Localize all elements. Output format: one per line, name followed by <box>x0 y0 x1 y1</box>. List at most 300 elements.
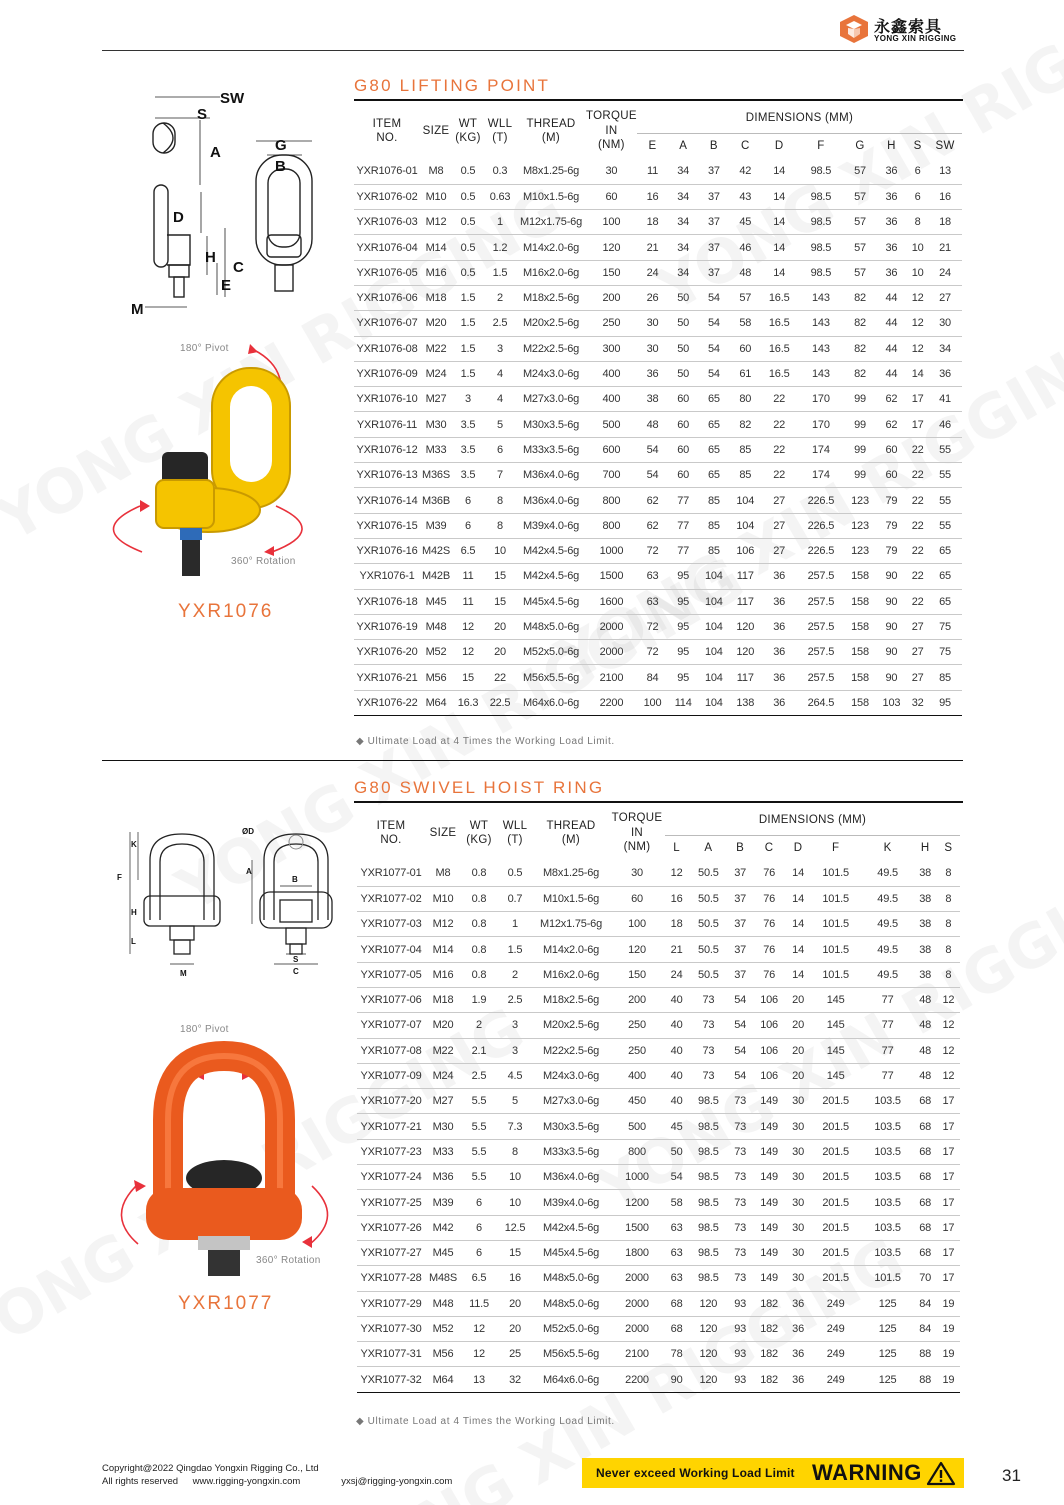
table-cell: 149 <box>752 1266 787 1291</box>
table-row <box>354 513 962 538</box>
table-cell: 1.9 <box>461 987 497 1012</box>
table-cell: 42 <box>730 159 761 184</box>
table-cell: 30 <box>609 861 665 886</box>
table-cell: M12 <box>425 912 461 937</box>
table-cell: M33 <box>420 437 452 462</box>
table-cell: 22 <box>907 513 928 538</box>
table-cell: 85 <box>730 463 761 488</box>
table-cell: 149 <box>752 1240 787 1265</box>
brand-logo <box>838 12 964 46</box>
table-cell: 6 <box>452 513 484 538</box>
table-cell: M22 <box>425 1038 461 1063</box>
table-cell: 104 <box>698 564 729 589</box>
table-cell: 44 <box>876 285 907 310</box>
table-cell: 54 <box>665 1165 688 1190</box>
item-number-cell: YXR1077-08 <box>357 1038 425 1063</box>
table-cell: 95 <box>668 640 698 665</box>
table-cell: 88 <box>914 1367 937 1392</box>
table-cell: 226.5 <box>797 513 844 538</box>
table-cell: 22 <box>907 538 928 563</box>
item-number-cell: YXR1076-15 <box>354 513 420 538</box>
table-cell: 98.5 <box>688 1215 728 1240</box>
table-cell: 6 <box>461 1190 497 1215</box>
table-cell: M52 <box>425 1316 461 1341</box>
table-cell: 40 <box>665 1038 688 1063</box>
table-cell: 0.7 <box>497 886 533 911</box>
table-cell: 73 <box>729 1240 752 1265</box>
table-cell: 20 <box>484 640 516 665</box>
table-cell: 800 <box>586 488 637 513</box>
table-cell: 0.8 <box>461 861 497 886</box>
table-cell: 24 <box>665 962 688 987</box>
table-cell: 104 <box>730 513 761 538</box>
table-cell: 103 <box>876 690 907 715</box>
item-number-cell: YXR1076-14 <box>354 488 420 513</box>
table-cell: 63 <box>637 564 668 589</box>
table-cell: 30 <box>787 1139 810 1164</box>
table-cell: 8 <box>497 1139 533 1164</box>
table-cell: 32 <box>497 1367 533 1392</box>
table-row <box>357 1316 960 1341</box>
rotation-caption: 360° Rotation <box>256 1255 321 1266</box>
table-row <box>357 886 960 911</box>
table-cell: 36 <box>761 665 797 690</box>
table-cell: 44 <box>876 361 907 386</box>
item-number-cell: YXR1077-06 <box>357 987 425 1012</box>
label-e: E <box>221 277 232 294</box>
table-cell: M33x3.5-6g <box>516 437 586 462</box>
table-cell: 63 <box>637 589 668 614</box>
table-cell: 54 <box>698 336 729 361</box>
table-cell: 36 <box>787 1342 810 1367</box>
table-cell: 93 <box>729 1291 752 1316</box>
table-cell: 106 <box>730 538 761 563</box>
table-cell: 57 <box>844 184 875 209</box>
table-cell: 77 <box>862 987 914 1012</box>
table-row <box>354 361 962 386</box>
table-cell: 93 <box>729 1367 752 1392</box>
table-cell: M42x4.5-6g <box>516 538 586 563</box>
table-cell: 257.5 <box>797 589 844 614</box>
table-cell: 73 <box>688 1038 728 1063</box>
table-cell: 3 <box>452 387 484 412</box>
table-cell: 49.5 <box>862 962 914 987</box>
table-cell: 138 <box>730 690 761 715</box>
table-cell: 103.5 <box>862 1114 914 1139</box>
table-cell: 145 <box>810 1063 862 1088</box>
table-cell: 13 <box>461 1367 497 1392</box>
table-cell: M20x2.5-6g <box>533 1013 609 1038</box>
table-cell: M56x5.5-6g <box>533 1342 609 1367</box>
table-cell: 1.5 <box>484 260 516 285</box>
table-cell: 30 <box>787 1266 810 1291</box>
table-row <box>354 210 962 235</box>
table-cell: 103.5 <box>862 1139 914 1164</box>
table-cell: 12 <box>461 1316 497 1341</box>
table-cell: 60 <box>730 336 761 361</box>
label-sw: SW <box>220 90 245 107</box>
table-cell: 62 <box>876 412 907 437</box>
table-cell: 12 <box>937 1038 960 1063</box>
table-cell: 60 <box>586 184 637 209</box>
table-cell: 101.5 <box>810 962 862 987</box>
table-cell: 2 <box>497 962 533 987</box>
table-cell: 76 <box>752 962 787 987</box>
table-cell: M30x3.5-6g <box>516 412 586 437</box>
table-cell: 145 <box>810 1038 862 1063</box>
table-cell: 95 <box>668 564 698 589</box>
table-cell: 14 <box>761 210 797 235</box>
table-cell: M18x2.5-6g <box>516 285 586 310</box>
table-cell: 1800 <box>609 1240 665 1265</box>
table-cell: 46 <box>928 412 962 437</box>
table-cell: 101.5 <box>810 937 862 962</box>
table-cell: 65 <box>698 412 729 437</box>
table-cell: 25 <box>497 1342 533 1367</box>
table-cell: 85 <box>730 437 761 462</box>
table-cell: 37 <box>729 912 752 937</box>
label-b: B <box>292 875 298 884</box>
col-header-item-no: ITEM NO. <box>372 117 402 144</box>
table-cell: 11.5 <box>461 1291 497 1316</box>
table-cell: 73 <box>688 1063 728 1088</box>
table-cell: 73 <box>729 1190 752 1215</box>
table-cell: 8 <box>907 210 928 235</box>
table-cell: 6.5 <box>461 1266 497 1291</box>
table-cell: 68 <box>914 1114 937 1139</box>
table-cell: 106 <box>752 987 787 1012</box>
table-cell: 8 <box>484 513 516 538</box>
table-cell: 22 <box>761 437 797 462</box>
table-cell: 55 <box>928 513 962 538</box>
table-cell: M48 <box>425 1291 461 1316</box>
table-cell: 76 <box>752 861 787 886</box>
table-cell: 22 <box>761 412 797 437</box>
table-cell: 84 <box>637 665 668 690</box>
col-header-dimensions: DIMENSIONS (MM) <box>665 805 960 835</box>
col-header-size: SIZE <box>429 826 457 839</box>
col-header-thread: THREAD (M) <box>546 819 596 846</box>
label-k: K <box>131 840 137 849</box>
table-row <box>357 1342 960 1367</box>
table-cell: 5 <box>497 1089 533 1114</box>
table-cell: 60 <box>668 437 698 462</box>
email-link[interactable]: yxsj@rigging-yongxin.com <box>341 1476 453 1487</box>
warning-text: Never exceed Working Load Limit <box>596 1466 795 1480</box>
table-cell: 100 <box>637 690 668 715</box>
table-cell: 85 <box>698 538 729 563</box>
table-cell: 4.5 <box>497 1063 533 1088</box>
table-row <box>357 1291 960 1316</box>
swivel-hoist-ring-spec-table <box>357 805 960 1393</box>
table-cell: 76 <box>752 912 787 937</box>
item-number-cell: YXR1077-05 <box>357 962 425 987</box>
table-cell: 93 <box>729 1342 752 1367</box>
table-cell: 100 <box>586 210 637 235</box>
table-cell: 149 <box>752 1190 787 1215</box>
table-cell: 54 <box>729 987 752 1012</box>
table-cell: 45 <box>665 1114 688 1139</box>
item-number-cell: YXR1076-04 <box>354 235 420 260</box>
table-cell: 30 <box>787 1165 810 1190</box>
table-cell: 15 <box>497 1240 533 1265</box>
table-cell: 149 <box>752 1089 787 1114</box>
table-row <box>357 1089 960 1114</box>
table-cell: 14 <box>761 159 797 184</box>
item-number-cell: YXR1077-02 <box>357 886 425 911</box>
item-number-cell: YXR1077-20 <box>357 1089 425 1114</box>
dim-col-header: H <box>887 140 896 153</box>
col-header-wll: WLL (T) <box>502 819 528 846</box>
table-cell: 77 <box>668 488 698 513</box>
table-cell: 20 <box>787 1013 810 1038</box>
table-cell: 1500 <box>609 1215 665 1240</box>
table-cell: 77 <box>668 513 698 538</box>
table-cell: M36x4.0-6g <box>516 463 586 488</box>
table-cell: M42S <box>420 538 452 563</box>
website-link[interactable]: www.rigging-yongxin.com <box>192 1476 301 1487</box>
item-number-cell: YXR1076-10 <box>354 387 420 412</box>
table-cell: 1.5 <box>452 311 484 336</box>
table-cell: 36 <box>637 361 668 386</box>
table-cell: 98.5 <box>688 1266 728 1291</box>
table-cell: 17 <box>907 387 928 412</box>
table-cell: 65 <box>698 437 729 462</box>
table-cell: 40 <box>665 1089 688 1114</box>
table-cell: 16 <box>637 184 668 209</box>
table-row <box>357 962 960 987</box>
table-cell: 257.5 <box>797 614 844 639</box>
dim-col-header: F <box>831 842 840 855</box>
table-cell: M18x2.5-6g <box>533 987 609 1012</box>
table-cell: 12 <box>665 861 688 886</box>
table-cell: 98.5 <box>797 260 844 285</box>
table-cell: 4 <box>484 387 516 412</box>
table-cell: M27 <box>420 387 452 412</box>
dim-col-header: B <box>736 842 745 855</box>
table-cell: M39 <box>425 1190 461 1215</box>
item-number-cell: YXR1077-29 <box>357 1291 425 1316</box>
table-cell: 58 <box>730 311 761 336</box>
table-cell: 73 <box>729 1114 752 1139</box>
label-b: B <box>275 158 286 175</box>
table-cell: 41 <box>928 387 962 412</box>
table-cell: 40 <box>665 1013 688 1038</box>
table-cell: 7.3 <box>497 1114 533 1139</box>
item-number-cell: YXR1077-03 <box>357 912 425 937</box>
table-cell: 0.63 <box>484 184 516 209</box>
table-cell: 36 <box>876 210 907 235</box>
label-s: S <box>293 955 299 964</box>
table-cell: 26 <box>637 285 668 310</box>
table-cell: 104 <box>698 665 729 690</box>
table-cell: M48S <box>425 1266 461 1291</box>
table-cell: 54 <box>698 361 729 386</box>
table-cell: 143 <box>797 285 844 310</box>
table-cell: 249 <box>810 1291 862 1316</box>
table-cell: 36 <box>876 159 907 184</box>
table-cell: 16 <box>497 1266 533 1291</box>
table-row <box>357 937 960 962</box>
table-cell: 98.5 <box>688 1240 728 1265</box>
table-cell: 60 <box>668 463 698 488</box>
table-cell: 450 <box>609 1089 665 1114</box>
table-cell: 120 <box>730 614 761 639</box>
table-cell: 95 <box>668 589 698 614</box>
item-number-cell: YXR1076-06 <box>354 285 420 310</box>
table-cell: M36x4.0-6g <box>533 1165 609 1190</box>
table-cell: 2.5 <box>461 1063 497 1088</box>
table-cell: 174 <box>797 437 844 462</box>
table-row <box>354 538 962 563</box>
label-h: H <box>131 908 137 917</box>
table-cell: 143 <box>797 361 844 386</box>
table-cell: 1000 <box>586 538 637 563</box>
copyright-text: Copyright@2022 Qingdao Yongxin Rigging Co., Ltd <box>102 1463 319 1474</box>
table-cell: M27x3.0-6g <box>533 1089 609 1114</box>
table-row <box>354 437 962 462</box>
table-cell: 50 <box>665 1139 688 1164</box>
swivel-hoist-ring-product-image <box>112 1020 342 1280</box>
section-rule <box>354 99 963 101</box>
table-cell: 30 <box>787 1190 810 1215</box>
table-row <box>357 861 960 886</box>
table-cell: 145 <box>810 987 862 1012</box>
table-cell: 1000 <box>609 1165 665 1190</box>
table-cell: 12 <box>461 1342 497 1367</box>
table-cell: 170 <box>797 387 844 412</box>
table-cell: 22 <box>907 589 928 614</box>
table-row <box>354 235 962 260</box>
item-number-cell: YXR1076-08 <box>354 336 420 361</box>
table-cell: 149 <box>752 1215 787 1240</box>
table-cell: 143 <box>797 336 844 361</box>
table-cell: 0.5 <box>452 159 484 184</box>
table-cell: 8 <box>937 861 960 886</box>
table-cell: 300 <box>586 336 637 361</box>
table-cell: M18 <box>425 987 461 1012</box>
table-cell: M52x5.0-6g <box>533 1316 609 1341</box>
dim-col-header: L <box>673 842 680 855</box>
table-cell: 101.5 <box>810 886 862 911</box>
page-number: 31 <box>1002 1466 1021 1485</box>
table-cell: 75 <box>928 614 962 639</box>
dim-col-header: C <box>764 842 774 855</box>
table-cell: 44 <box>876 336 907 361</box>
table-cell: 500 <box>609 1114 665 1139</box>
table-cell: 30 <box>637 336 668 361</box>
table-cell: 2100 <box>609 1342 665 1367</box>
table-cell: 22 <box>907 564 928 589</box>
load-note-text: Ultimate Load at 4 Times the Working Load Limit. <box>367 736 615 747</box>
item-number-cell: YXR1076-11 <box>354 412 420 437</box>
table-cell: 174 <box>797 463 844 488</box>
table-cell: 98.5 <box>797 210 844 235</box>
table-cell: M12x1.75-6g <box>516 210 586 235</box>
item-number-cell: YXR1076-07 <box>354 311 420 336</box>
table-cell: 125 <box>862 1291 914 1316</box>
table-cell: 16 <box>665 886 688 911</box>
table-cell: 48 <box>914 1013 937 1038</box>
table-cell: 12 <box>907 336 928 361</box>
pivot-caption: 180° Pivot <box>180 1024 229 1035</box>
table-cell: M10 <box>425 886 461 911</box>
table-cell: M16x2.0-6g <box>533 962 609 987</box>
table-cell: 0.3 <box>484 159 516 184</box>
table-cell: 800 <box>586 513 637 538</box>
table-cell: M56 <box>420 665 452 690</box>
table-cell: 76 <box>752 937 787 962</box>
table-cell: M30x3.5-6g <box>533 1114 609 1139</box>
table-cell: 101.5 <box>810 912 862 937</box>
dim-col-header: C <box>740 140 750 153</box>
table-cell: M39x4.0-6g <box>516 513 586 538</box>
table-cell: 19 <box>937 1342 960 1367</box>
table-cell: M30 <box>420 412 452 437</box>
table-cell: M45x4.5-6g <box>516 589 586 614</box>
table-cell: 10 <box>497 1190 533 1215</box>
table-cell: 55 <box>928 437 962 462</box>
table-cell: M36B <box>420 488 452 513</box>
table-cell: 57 <box>730 285 761 310</box>
table-cell: 1.2 <box>484 235 516 260</box>
table-cell: 201.5 <box>810 1114 862 1139</box>
table-cell: 120 <box>586 235 637 260</box>
table-cell: 62 <box>637 513 668 538</box>
table-cell: 0.5 <box>452 235 484 260</box>
dim-col-header: K <box>883 842 892 855</box>
table-row <box>357 1266 960 1291</box>
table-cell: 90 <box>876 614 907 639</box>
label-g: G <box>275 137 287 154</box>
table-cell: M16 <box>425 962 461 987</box>
table-cell: M42B <box>420 564 452 589</box>
table-row <box>357 1139 960 1164</box>
table-cell: 21 <box>928 235 962 260</box>
table-cell: 50.5 <box>688 962 728 987</box>
table-cell: 10 <box>484 538 516 563</box>
table-cell: 14 <box>787 912 810 937</box>
table-cell: 123 <box>844 538 875 563</box>
warning-word: WARNING <box>812 1460 922 1485</box>
table-cell: 16.5 <box>761 285 797 310</box>
table-cell: M10x1.5-6g <box>533 886 609 911</box>
table-cell: 201.5 <box>810 1089 862 1114</box>
item-number-cell: YXR1077-23 <box>357 1139 425 1164</box>
table-cell: 54 <box>698 285 729 310</box>
table-cell: 14 <box>787 962 810 987</box>
table-cell: 34 <box>668 210 698 235</box>
table-cell: 2.5 <box>497 987 533 1012</box>
table-cell: 2.1 <box>461 1038 497 1063</box>
table-cell: M42x4.5-6g <box>516 564 586 589</box>
table-cell: 16 <box>928 184 962 209</box>
table-cell: 8 <box>937 937 960 962</box>
table-cell: 61 <box>730 361 761 386</box>
item-number-cell: YXR1077-21 <box>357 1114 425 1139</box>
table-cell: 57 <box>844 159 875 184</box>
table-row <box>354 614 962 639</box>
table-cell: M42x4.5-6g <box>533 1215 609 1240</box>
table-cell: 62 <box>876 387 907 412</box>
table-cell: M64 <box>420 690 452 715</box>
table-cell: M36S <box>420 463 452 488</box>
item-number-cell: YXR1077-25 <box>357 1190 425 1215</box>
table-cell: M48x5.0-6g <box>533 1266 609 1291</box>
table-cell: M10 <box>420 184 452 209</box>
table-cell: 77 <box>862 1038 914 1063</box>
table-cell: 201.5 <box>810 1190 862 1215</box>
